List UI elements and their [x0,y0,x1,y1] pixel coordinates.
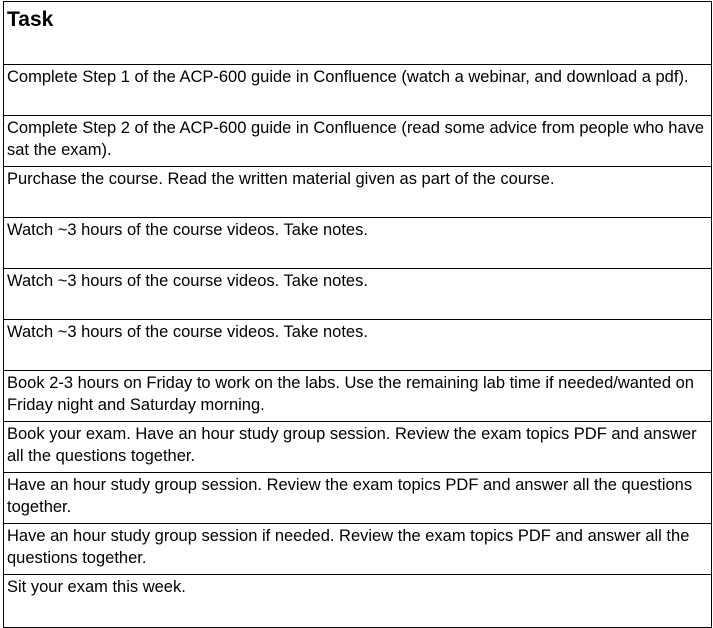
table-row [4,269,712,320]
task-cell: Complete Step 1 of the ACP-600 guide in Confluence (watch a webinar, and download a pdf). [4,65,712,116]
task-cell: Watch ~3 hours of the course videos. Take notes. [4,218,712,269]
table-row [4,116,712,167]
task-cell: Watch ~3 hours of the course videos. Take notes. [4,320,712,371]
table-row [4,473,712,524]
table-row [4,65,712,116]
table-row [4,422,712,473]
task-cell: Sit your exam this week. [4,575,712,628]
task-table [3,1,712,628]
task-cell: Watch ~3 hours of the course videos. Take notes. [4,269,712,320]
table-row [4,524,712,575]
table-row [4,575,712,628]
task-cell: Have an hour study group session. Review the exam topics PDF and answer all the questions together. [4,473,712,524]
task-cell: Book 2-3 hours on Friday to work on the labs. Use the remaining lab time if needed/wanted on Friday night and Saturday morning. [4,371,712,422]
task-cell: Have an hour study group session if needed. Review the exam topics PDF and answer all the questions together. [4,524,712,575]
task-cell: Book your exam. Have an hour study group session. Review the exam topics PDF and answer all the questions together. [4,422,712,473]
task-column-header: Task [4,2,712,65]
table-row [4,320,712,371]
task-cell: Purchase the course. Read the written material given as part of the course. [4,167,712,218]
table-row [4,371,712,422]
task-cell: Complete Step 2 of the ACP-600 guide in Confluence (read some advice from people who have sat the exam). [4,116,712,167]
table-row [4,218,712,269]
table-row [4,167,712,218]
table-header-row [4,2,712,65]
